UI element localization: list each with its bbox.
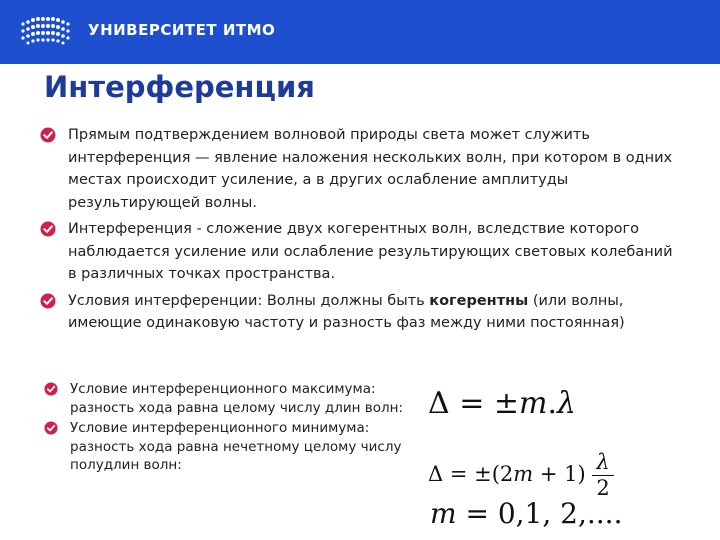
main-bullet-list [40, 124, 680, 335]
sub-bullet-text: Условие интерференционного максимума: разность хода равна целому числу длин волн: [70, 381, 403, 416]
check-circle-icon [44, 382, 58, 396]
sub-bullet-item [44, 419, 424, 475]
check-circle-icon [40, 293, 56, 309]
formula-rest: = 0,1, 2,.... [456, 497, 623, 530]
bullet-bold-term: когерентны [429, 292, 529, 309]
slide-title: Интерференция [44, 70, 315, 104]
formula-maximum [428, 386, 576, 421]
formula-m: m [513, 462, 534, 486]
itmo-dots-logo-icon [20, 16, 74, 46]
formula-minimum [428, 452, 614, 499]
bullet-item [40, 124, 680, 214]
bullet-item [40, 290, 680, 335]
bullet-text: Интерференция - сложение двух когерентных волн, вследствие которого наблюдается усиление или ослабление результирующих световых колебаний в различных точках пространства. [68, 221, 673, 282]
bullet-text: Прямым подтверждением волновой природы света может служить интерференция — явление наложения нескольких волн, при котором в одних местах происходит усиление, а в других ослабление амплитуды результирующей волны. [68, 127, 673, 211]
sub-bullet-list [44, 380, 424, 475]
formula-rest: + 1) [533, 462, 586, 486]
formula-lambda: λ [557, 386, 577, 421]
formula-m: m [430, 497, 457, 530]
fraction-denominator: 2 [596, 476, 610, 500]
formula-m-values [430, 497, 622, 530]
fraction-numerator: λ [592, 452, 613, 476]
formula-fraction [592, 452, 613, 499]
header-bar [0, 0, 720, 64]
formula-lhs: Δ = ± [428, 386, 520, 421]
bullet-text-after: (или волны, имеющие одинаковую частоту и разность фаз между ними постоянная) [68, 292, 625, 331]
formula-dot: . [547, 386, 558, 421]
check-circle-icon [40, 127, 56, 143]
check-circle-icon [40, 221, 56, 237]
bullet-text-before: Условия интерференции: Волны должны быть [68, 292, 430, 309]
formula-lhs: Δ = ±(2 [428, 462, 514, 486]
bullet-item [40, 218, 680, 286]
sub-bullet-item [44, 380, 424, 417]
sub-bullet-text: Условие интерференционного минимума: разность хода равна нечетному целому числу полудлин волн: [70, 420, 402, 473]
brand-name: УНИВЕРСИТЕТ ИТМО [88, 21, 276, 39]
check-circle-icon [44, 421, 58, 435]
formula-m: m [519, 386, 548, 421]
